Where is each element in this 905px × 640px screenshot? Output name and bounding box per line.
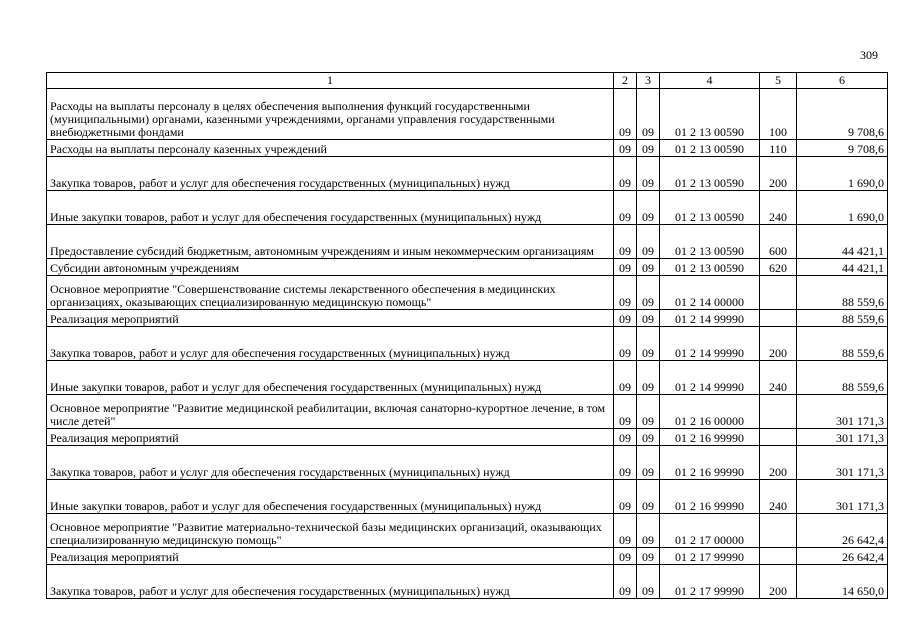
row-cell-c5: 200 — [760, 565, 797, 599]
row-cell-c3: 09 — [637, 361, 660, 395]
row-cell-c6: 301 171,3 — [797, 429, 888, 446]
row-name-cell: Реализация мероприятий — [47, 429, 614, 446]
row-cell-c3: 09 — [637, 276, 660, 310]
row-cell-c2: 09 — [614, 429, 637, 446]
row-cell-c5 — [760, 276, 797, 310]
row-name-cell: Предоставление субсидий бюджетным, автономным учреждениям и иным некоммерческим организациям — [47, 225, 614, 259]
row-cell-c6: 9 708,6 — [797, 89, 888, 140]
row-cell-c2: 09 — [614, 565, 637, 599]
row-name-cell: Субсидии автономным учреждениям — [47, 259, 614, 276]
row-name-cell: Закупка товаров, работ и услуг для обеспечения государственных (муниципальных) нужд — [47, 327, 614, 361]
row-cell-c3: 09 — [637, 480, 660, 514]
budget-table — [46, 72, 888, 599]
row-cell-c2: 09 — [614, 276, 637, 310]
row-cell-c2: 09 — [614, 395, 637, 429]
table-row — [47, 548, 888, 565]
row-cell-c5: 100 — [760, 89, 797, 140]
row-cell-c2: 09 — [614, 361, 637, 395]
row-cell-c3: 09 — [637, 429, 660, 446]
header-row — [47, 73, 888, 89]
row-cell-c5 — [760, 429, 797, 446]
row-cell-c6: 1 690,0 — [797, 157, 888, 191]
row-cell-c2: 09 — [614, 225, 637, 259]
row-cell-c5 — [760, 310, 797, 327]
row-name-cell: Реализация мероприятий — [47, 548, 614, 565]
row-cell-c4: 01 2 13 00590 — [660, 225, 760, 259]
row-cell-c5: 240 — [760, 480, 797, 514]
table-row — [47, 89, 888, 140]
row-cell-c4: 01 2 14 99990 — [660, 310, 760, 327]
row-cell-c5 — [760, 514, 797, 548]
row-name-cell: Закупка товаров, работ и услуг для обеспечения государственных (муниципальных) нужд — [47, 157, 614, 191]
row-cell-c4: 01 2 14 99990 — [660, 327, 760, 361]
row-cell-c4: 01 2 14 00000 — [660, 276, 760, 310]
row-name-cell: Иные закупки товаров, работ и услуг для обеспечения государственных (муниципальных) нужд — [47, 361, 614, 395]
row-cell-c4: 01 2 16 99990 — [660, 480, 760, 514]
row-name-cell: Основное мероприятие "Развитие медицинской реабилитации, включая санаторно-курортное лечение, в том числе детей" — [47, 395, 614, 429]
table-row — [47, 361, 888, 395]
table-row — [47, 446, 888, 480]
table-row — [47, 480, 888, 514]
row-name-cell: Основное мероприятие "Совершенствование системы лекарственного обеспечения в медицинских организациях, оказывающих специализированную медицинскую помощь" — [47, 276, 614, 310]
row-cell-c3: 09 — [637, 310, 660, 327]
row-cell-c2: 09 — [614, 191, 637, 225]
row-cell-c5 — [760, 548, 797, 565]
row-cell-c3: 09 — [637, 157, 660, 191]
row-name-cell: Расходы на выплаты персоналу казенных учреждений — [47, 140, 614, 157]
header-cell-5: 5 — [760, 73, 797, 89]
row-cell-c4: 01 2 17 99990 — [660, 565, 760, 599]
row-cell-c3: 09 — [637, 395, 660, 429]
table-row — [47, 276, 888, 310]
header-cell-1: 1 — [47, 73, 614, 89]
row-cell-c3: 09 — [637, 327, 660, 361]
row-cell-c4: 01 2 13 00590 — [660, 259, 760, 276]
row-cell-c3: 09 — [637, 89, 660, 140]
table-row — [47, 157, 888, 191]
row-cell-c3: 09 — [637, 259, 660, 276]
row-cell-c2: 09 — [614, 327, 637, 361]
row-cell-c2: 09 — [614, 548, 637, 565]
row-cell-c5: 600 — [760, 225, 797, 259]
row-cell-c6: 301 171,3 — [797, 480, 888, 514]
row-cell-c5: 240 — [760, 191, 797, 225]
header-cell-4: 4 — [660, 73, 760, 89]
row-cell-c5: 200 — [760, 157, 797, 191]
row-cell-c6: 14 650,0 — [797, 565, 888, 599]
row-cell-c5: 620 — [760, 259, 797, 276]
row-cell-c5 — [760, 395, 797, 429]
row-cell-c6: 44 421,1 — [797, 259, 888, 276]
table-row — [47, 310, 888, 327]
row-cell-c3: 09 — [637, 225, 660, 259]
row-cell-c4: 01 2 16 99990 — [660, 429, 760, 446]
row-cell-c4: 01 2 13 00590 — [660, 191, 760, 225]
row-cell-c3: 09 — [637, 514, 660, 548]
row-cell-c4: 01 2 13 00590 — [660, 157, 760, 191]
row-cell-c3: 09 — [637, 140, 660, 157]
row-name-cell: Основное мероприятие "Развитие материально-технической базы медицинских организаций, оказывающих специализированную медицинскую помощь" — [47, 514, 614, 548]
row-cell-c6: 44 421,1 — [797, 225, 888, 259]
row-cell-c6: 88 559,6 — [797, 327, 888, 361]
table-row — [47, 140, 888, 157]
row-name-cell: Иные закупки товаров, работ и услуг для обеспечения государственных (муниципальных) нужд — [47, 480, 614, 514]
row-name-cell: Реализация мероприятий — [47, 310, 614, 327]
row-cell-c2: 09 — [614, 480, 637, 514]
row-cell-c4: 01 2 16 00000 — [660, 395, 760, 429]
row-cell-c4: 01 2 16 99990 — [660, 446, 760, 480]
table-row — [47, 429, 888, 446]
row-cell-c4: 01 2 14 99990 — [660, 361, 760, 395]
row-cell-c5: 200 — [760, 327, 797, 361]
row-cell-c2: 09 — [614, 259, 637, 276]
page-number: 309 — [860, 48, 878, 62]
row-name-cell: Закупка товаров, работ и услуг для обеспечения государственных (муниципальных) нужд — [47, 565, 614, 599]
row-name-cell: Расходы на выплаты персоналу в целях обеспечения выполнения функций государственными (муниципальными) органами, казенными учреждениями, органами управления государственными внебюджетными фондами — [47, 89, 614, 140]
row-cell-c6: 301 171,3 — [797, 395, 888, 429]
row-cell-c6: 1 690,0 — [797, 191, 888, 225]
row-cell-c2: 09 — [614, 140, 637, 157]
row-cell-c6: 9 708,6 — [797, 140, 888, 157]
row-cell-c6: 26 642,4 — [797, 548, 888, 565]
table-row — [47, 225, 888, 259]
row-name-cell: Иные закупки товаров, работ и услуг для обеспечения государственных (муниципальных) нужд — [47, 191, 614, 225]
header-cell-2: 2 — [614, 73, 637, 89]
header-cell-3: 3 — [637, 73, 660, 89]
row-cell-c2: 09 — [614, 514, 637, 548]
row-cell-c2: 09 — [614, 446, 637, 480]
row-cell-c2: 09 — [614, 89, 637, 140]
table-row — [47, 565, 888, 599]
row-cell-c2: 09 — [614, 157, 637, 191]
row-cell-c4: 01 2 13 00590 — [660, 89, 760, 140]
table-row — [47, 514, 888, 548]
row-cell-c6: 88 559,6 — [797, 276, 888, 310]
header-cell-6: 6 — [797, 73, 888, 89]
table-row — [47, 327, 888, 361]
row-cell-c6: 26 642,4 — [797, 514, 888, 548]
row-cell-c5: 240 — [760, 361, 797, 395]
row-cell-c5: 200 — [760, 446, 797, 480]
table-row — [47, 191, 888, 225]
row-cell-c4: 01 2 17 99990 — [660, 548, 760, 565]
row-cell-c4: 01 2 13 00590 — [660, 140, 760, 157]
table-row — [47, 395, 888, 429]
row-cell-c3: 09 — [637, 446, 660, 480]
row-cell-c6: 88 559,6 — [797, 310, 888, 327]
row-cell-c3: 09 — [637, 548, 660, 565]
row-name-cell: Закупка товаров, работ и услуг для обеспечения государственных (муниципальных) нужд — [47, 446, 614, 480]
row-cell-c6: 301 171,3 — [797, 446, 888, 480]
row-cell-c6: 88 559,6 — [797, 361, 888, 395]
row-cell-c2: 09 — [614, 310, 637, 327]
table-row — [47, 259, 888, 276]
row-cell-c3: 09 — [637, 191, 660, 225]
row-cell-c3: 09 — [637, 565, 660, 599]
row-cell-c5: 110 — [760, 140, 797, 157]
row-cell-c4: 01 2 17 00000 — [660, 514, 760, 548]
